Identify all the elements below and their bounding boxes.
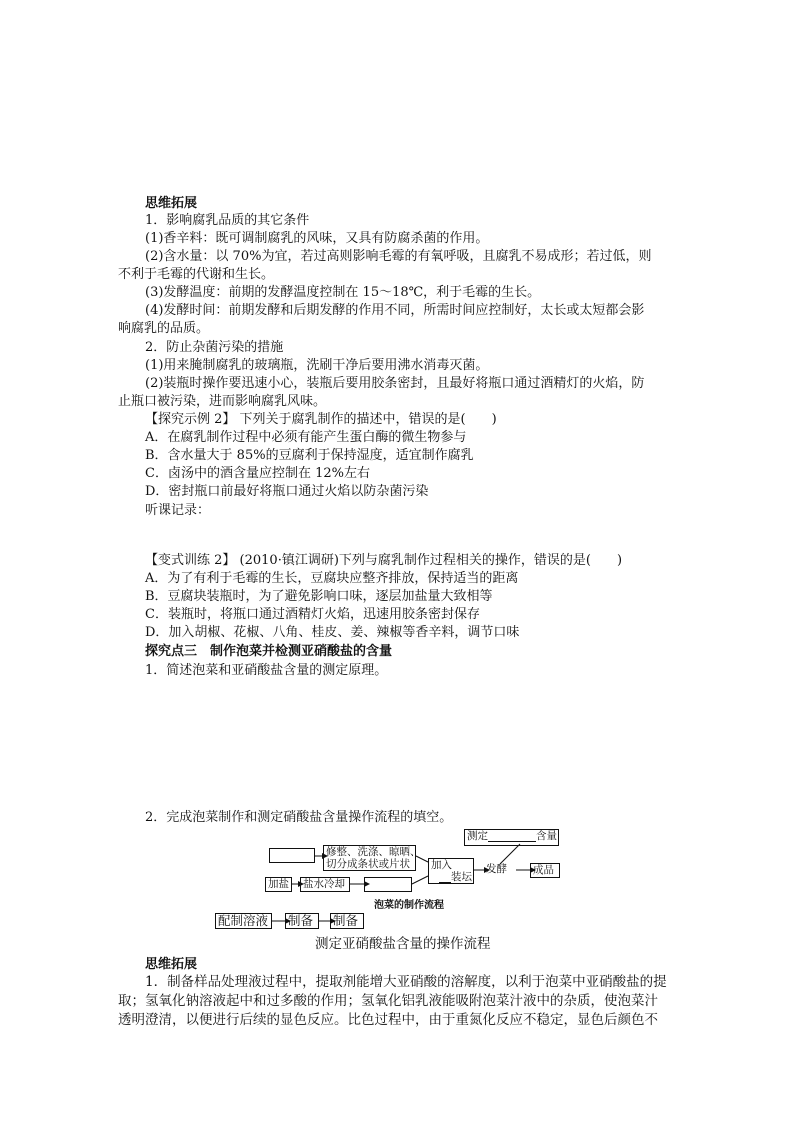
question-1: 1．简述泡菜和亚硝酸盐含量的测定原理。	[145, 663, 388, 678]
text-line: (2)装瓶时操作要迅速小心，装瓶后要用胶条密封，且最好将瓶口通过酒精灯的火焰，防	[145, 376, 645, 391]
question-2: 2．完成泡菜制作和测定硝酸盐含量操作流程的填空。	[145, 810, 453, 825]
section-heading: 思维拓展	[145, 196, 198, 211]
question-stem: 【变式训练 2】 (2010·镇江调研)下列与腐乳制作过程相关的操作，错误的是( )	[145, 553, 623, 568]
text-line: (1)用来腌制腐乳的玻璃瓶，洗刷干净后要用沸水消毒灭菌。	[145, 358, 489, 373]
text-line: (2)含水量：以 70%为宜，若过高则影响毛霉的有氧呼吸，且腐乳不易成形；若过低，则	[145, 249, 652, 264]
make-box-1: 制备	[285, 913, 319, 929]
measure-prefix: 测定	[467, 830, 488, 842]
text-line: 取；氢氧化钠溶液起中和过多酸的作用；氢氧化铝乳液能吸附泡菜汁液中的杂质，使泡菜汁	[118, 993, 658, 1009]
trim-box	[323, 845, 421, 871]
product-box: 成品	[530, 863, 560, 878]
text-line: 1．制备样品处理液过程中，提取剂能增大亚硝酸的溶解度，以利于泡菜中亚硝酸盐的提	[145, 974, 667, 990]
option-b: B．含水量大于 85%的豆腐利于保持湿度，适宜制作腐乳	[145, 448, 474, 463]
add-jar-box	[428, 858, 474, 884]
blank-box-2[interactable]	[364, 877, 412, 892]
notes-label: 听课记录：	[145, 503, 211, 518]
make-box-2: 制备	[330, 913, 364, 929]
section-heading: 思维拓展	[145, 957, 198, 972]
section-title: 探究点三 制作泡菜并检测亚硝酸盐的含量	[145, 644, 393, 659]
option-b: B．豆腐块装瓶时，为了避免影响口味，逐层加盐量大致相等	[145, 589, 493, 604]
paragraph-title: 1．影响腐乳品质的其它条件	[145, 213, 310, 228]
prep-solution-box: 配制溶液	[215, 913, 272, 929]
salt-box: 加盐	[265, 877, 292, 892]
trim-line-1: 修整、洗涤、晾晒、	[326, 846, 421, 858]
option-d: D．加入胡椒、花椒、八角、桂皮、姜、辣椒等香辛料，调节口味	[145, 625, 520, 640]
fill-blank[interactable]	[488, 831, 536, 842]
text-line: 响腐乳的品质。	[118, 321, 210, 336]
option-c: C．卤汤中的酒含量应控制在 12%左右	[145, 466, 370, 481]
add-line-1: 加入	[431, 859, 452, 871]
option-a: A．在腐乳制作过程中必须有能产生蛋白酶的微生物参与	[145, 430, 467, 445]
brine-box: 盐水冷却	[300, 877, 350, 892]
add-line-2-text: 装坛	[451, 871, 472, 883]
option-a: A．为了有利于毛霉的生长，豆腐块应整齐排放，保持适当的距离	[145, 571, 519, 586]
flow-caption: 泡菜的制作流程	[374, 900, 444, 911]
add-line-2	[431, 871, 471, 883]
trim-line-2: 切分成条状或片状	[326, 858, 410, 870]
paragraph-title: 2．防止杂菌污染的措施	[145, 340, 284, 355]
option-c: C．装瓶时，将瓶口通过酒精灯火焰，迅速用胶条密封保存	[145, 607, 480, 622]
measure-suffix: 含量	[536, 830, 557, 842]
ferment-label: 发酵	[486, 863, 507, 875]
option-d: D．密封瓶口前最好将瓶口通过火焰以防杂菌污染	[145, 484, 429, 499]
text-line: (4)发酵时间：前期发酵和后期发酵的作用不同，所需时间应控制好，太长或太短都会影	[145, 303, 645, 318]
text-line: 不利于毛霉的代谢和生长。	[118, 267, 275, 282]
blank-box-1[interactable]	[269, 848, 315, 863]
measure-content-box	[464, 829, 559, 846]
text-line: 止瓶口被污染，进而影响腐乳风味。	[118, 394, 327, 409]
text-line: 透明澄清，以便进行后续的显色反应。比色过程中，由于重氮化反应不稳定，显色后颜色不	[118, 1012, 658, 1028]
question-stem: 【探究示例 2】 下列关于腐乳制作的描述中，错误的是( )	[145, 412, 497, 427]
flow-caption-2: 测定亚硝酸盐含量的操作流程	[315, 936, 491, 952]
text-line: (3)发酵温度：前期的发酵温度控制在 15～18℃，利于毛霉的生长。	[145, 285, 541, 300]
text-line: (1)香辛料：既可调制腐乳的风味，又具有防腐杀菌的作用。	[145, 231, 489, 246]
fill-blank[interactable]	[439, 872, 451, 883]
